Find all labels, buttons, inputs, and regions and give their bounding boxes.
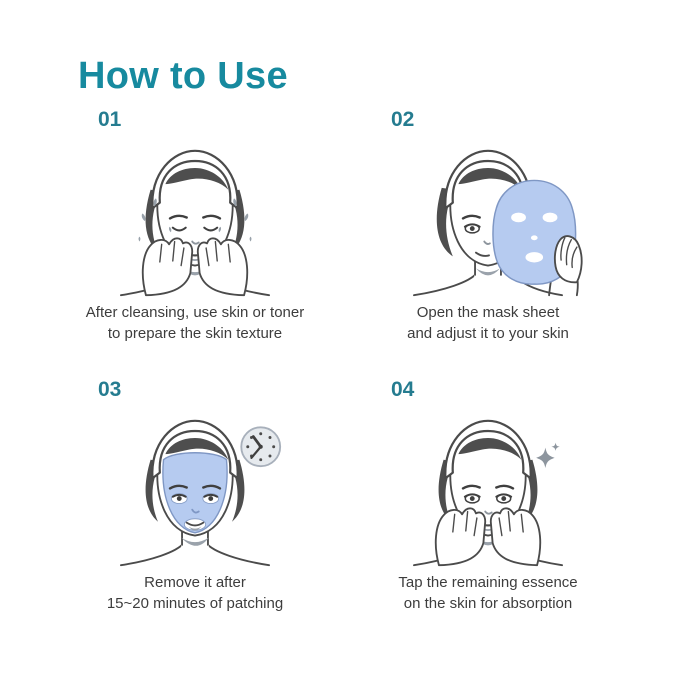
mask-on-face-illustration (89, 406, 301, 568)
holding-mask-sheet-illustration (382, 136, 594, 298)
sparkle-icon (536, 443, 560, 468)
holding-hand (555, 236, 582, 282)
tapping-essence-illustration (382, 406, 594, 568)
step-02 (363, 108, 613, 345)
step-03-caption: Remove it after 15~20 minutes of patching (106, 574, 284, 613)
step-02-caption: Open the mask sheet and adjust it to your skin (407, 304, 569, 343)
open-eye (465, 224, 480, 233)
step-03-number: 03 (98, 378, 122, 401)
page-title: How to Use (78, 55, 288, 97)
step-01-caption: After cleansing, use skin or toner to prepare the skin texture (85, 304, 305, 343)
step-03 (70, 378, 320, 615)
step-04-caption: Tap the remaining essence on the skin for absorption (398, 574, 578, 613)
step-01-number: 01 (98, 108, 122, 131)
step-01 (70, 108, 320, 345)
step-04 (363, 378, 613, 615)
step-04-number: 04 (391, 378, 415, 401)
washing-face-illustration (89, 136, 301, 298)
step-02-number: 02 (391, 108, 415, 131)
clock-icon (241, 427, 280, 466)
